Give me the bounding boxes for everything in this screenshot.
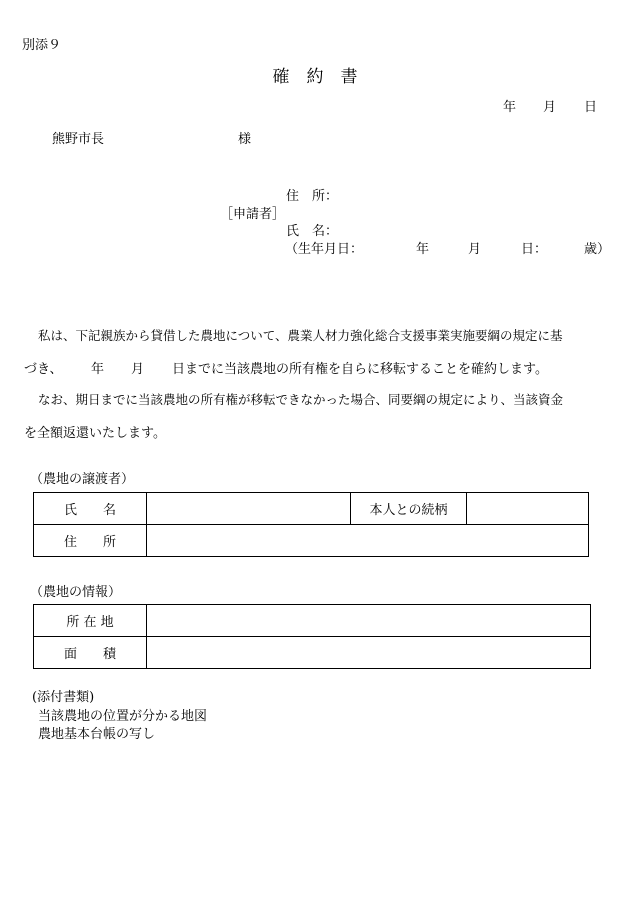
birth-day-label: 日： — [521, 242, 548, 257]
farmland-area-row — [34, 637, 591, 669]
addressee-honorific: 様 — [238, 132, 252, 147]
attachments-heading: (添付書類) — [32, 690, 95, 705]
applicant-name-label: 氏 名： — [286, 224, 339, 239]
date-day-label: 日 — [584, 100, 598, 115]
page-title: 確 約 書 — [272, 67, 358, 87]
birth-month-label: 月 — [468, 242, 482, 257]
body-line-2-year: 年 — [91, 362, 105, 377]
body-line-4: を全額返還いたします。 — [24, 426, 166, 441]
applicant-address-label: 住 所： — [286, 189, 339, 204]
date-year-label: 年 — [503, 100, 517, 115]
body-line-2-start: づき、 — [24, 362, 63, 377]
transferor-address-row — [34, 525, 589, 557]
transferor-relation-label: 本人との続柄 — [351, 493, 467, 525]
birth-open-label: （生年月日： — [285, 242, 364, 257]
transferor-heading: （農地の譲渡者） — [30, 472, 135, 487]
attachment-item: 当該農地の位置が分かる地図 — [38, 709, 208, 724]
transferor-name-field[interactable] — [147, 493, 351, 525]
farmland-heading: （農地の情報） — [30, 585, 122, 600]
applicant-bracket-label: ［申請者］ — [220, 207, 286, 222]
farmland-area-label: 面 積 — [34, 637, 147, 669]
transferor-name-row — [34, 493, 589, 525]
transferor-name-label: 氏 名 — [34, 493, 147, 525]
transferor-address-label: 住 所 — [34, 525, 147, 557]
farmland-location-label: 所 在 地 — [34, 605, 147, 637]
farmland-location-field[interactable] — [147, 605, 591, 637]
body-line-2-rest: 日までに当該農地の所有権を自らに移転することを確約します。 — [172, 362, 548, 377]
transferor-relation-field[interactable] — [467, 493, 589, 525]
attachment-item: 農地基本台帳の写し — [38, 727, 156, 742]
body-line-3: なお、期日までに当該農地の所有権が移転できなかった場合、同要綱の規定により、当該資金 — [38, 392, 564, 407]
annex-label: 別添９ — [22, 38, 62, 53]
transferor-address-field[interactable] — [147, 525, 589, 557]
farmland-location-row — [34, 605, 591, 637]
birth-year-label: 年 — [416, 242, 430, 257]
addressee-name: 熊野市長 — [52, 132, 105, 147]
date-month-label: 月 — [543, 100, 557, 115]
farmland-area-field[interactable] — [147, 637, 591, 669]
body-line-2-month: 月 — [131, 362, 145, 377]
farmland-table — [33, 604, 591, 669]
birth-age-label: 歳） — [584, 242, 611, 257]
transferor-table — [33, 492, 589, 557]
body-line-1: 私は、下記親族から貸借した農地について、農業人材力強化総合支援事業実施要綱の規定に基 — [38, 328, 563, 343]
